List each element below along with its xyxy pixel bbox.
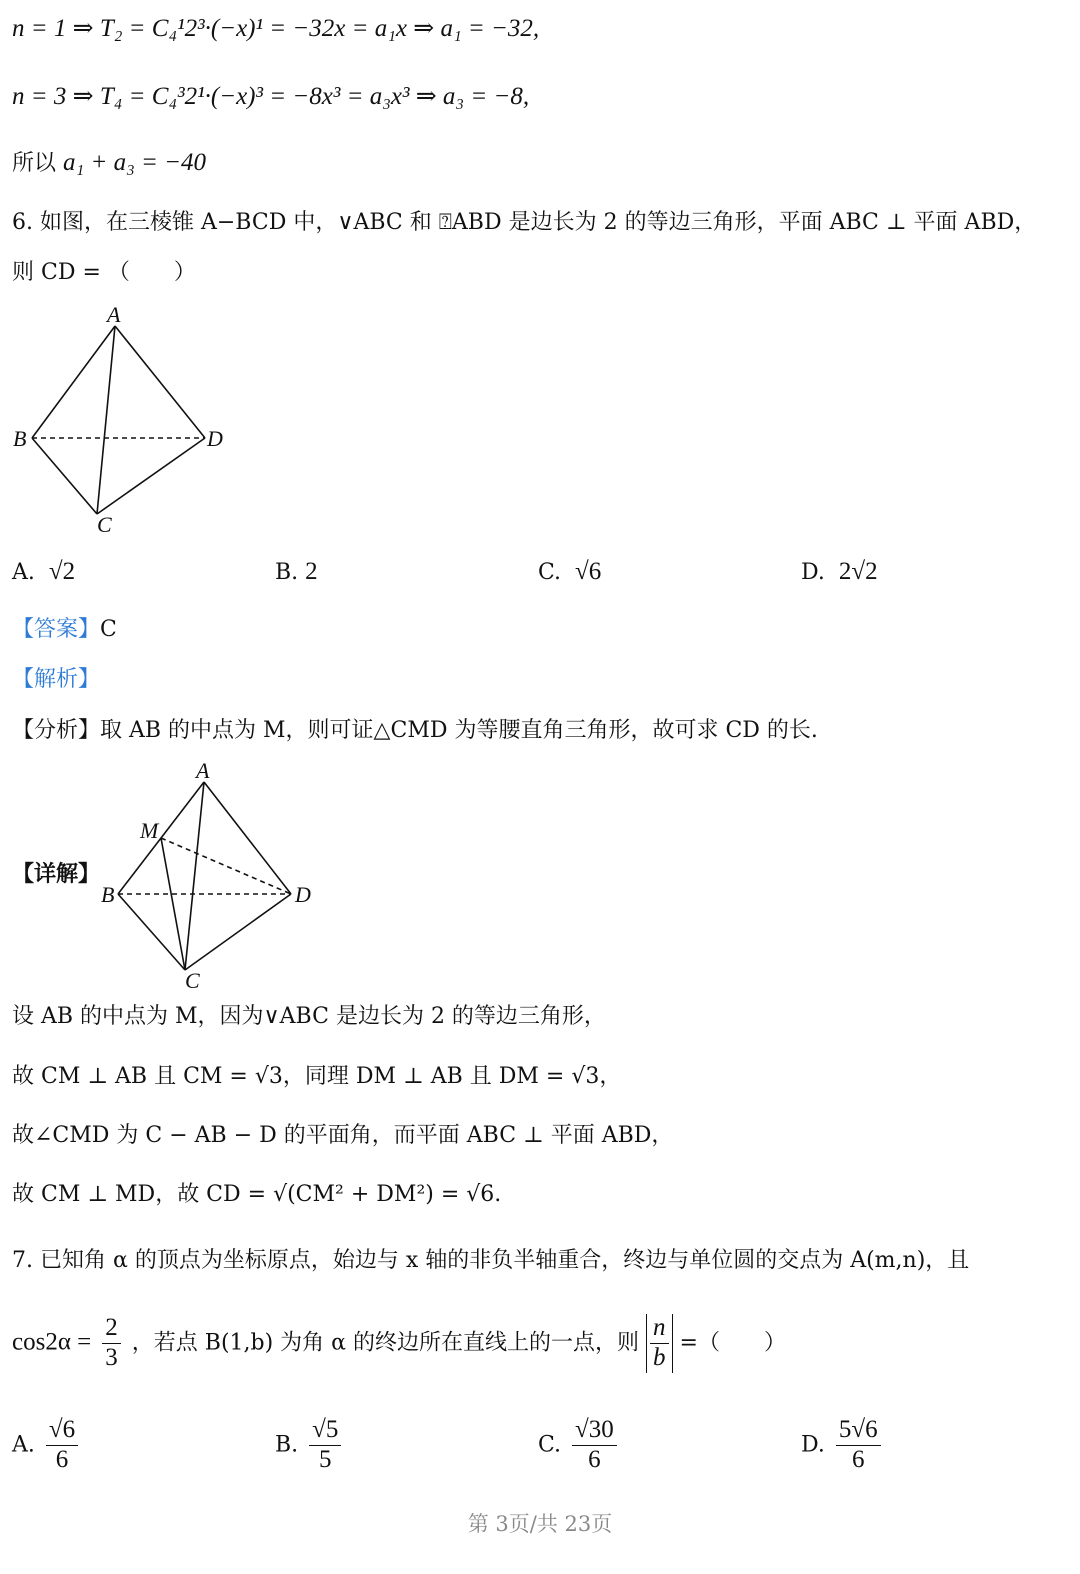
q6-option-b: B. 2 [275,558,318,585]
detail-line-2: 故 CM ⊥ AB 且 CM = √3，同理 DM ⊥ AB 且 DM = √3， [12,1064,622,1089]
edge-bc [118,894,185,970]
edge-dc [97,438,205,514]
question-6-stem: 6. 如图，在三棱锥 A−BCD 中，∨ABC 和 ⍰ABD 是边长为 2 的等边三角形，平面 ABC ⊥ 平面 ABD， [12,210,1037,235]
q7-option-b: B. $\frac{√5}{5}$ [275,1416,345,1475]
edge-ac [97,326,115,514]
question-6-ask: 则 CD = （ ） [12,260,196,285]
q6-option-c: C. √6 [538,558,602,585]
q6-option-a: A. √2 [12,558,76,585]
tetrahedron-figure [0,300,240,540]
q6-option-d: D. 2√2 [801,558,878,585]
label-a: A [196,758,210,783]
answer-row [12,617,117,643]
label-b: B [101,882,115,907]
sum-result: a₁ + a₃ = −40 [63,149,207,176]
question-7-condition: cos2α = $\frac{2}{3}$ ，若点 B(1,b) 为角 α 的终边所在直线上的一点，则 $\frac{n}{b}$ =（ ） [12,1314,786,1371]
label-d: D [295,882,311,907]
detail-line-4: 故 CM ⊥ MD，故 CD = √(CM² + DM²) = √6. [12,1182,502,1207]
answer-value: C [100,617,117,642]
analysis-row [12,667,100,693]
label-b: B [13,426,27,451]
edge-ad [115,326,205,438]
edge-ad [204,782,291,894]
edge-ab [32,326,115,438]
label-c: C [97,512,112,537]
tetrahedron-midpoint-figure [96,756,336,996]
edge-ac [185,782,204,970]
label-d: D [207,426,223,451]
label-a: A [107,302,121,327]
fraction-two-thirds: $\frac{2}{3}$ [102,1314,121,1373]
label-c: C [185,968,200,993]
answer-tag: 【答案】 [12,617,101,642]
abs-n-over-b: $\frac{n}{b}$ [646,1314,673,1373]
q7-option-d: D. $\frac{5√6}{6}$ [801,1416,885,1475]
page-footer: 第 3页/共 23页 [467,1512,613,1536]
so-prefix: 所以 [12,151,57,176]
edge-mc [161,838,185,970]
edge-bc [32,438,97,514]
xiangjie-tag: 【详解】 [12,862,101,887]
q7-option-a: A. $\frac{√6}{6}$ [12,1416,82,1475]
q7-option-c: C. $\frac{√30}{6}$ [538,1416,621,1475]
question-7-stem: 7. 已知角 α 的顶点为坐标原点，始边与 x 轴的非负半轴重合，终边与单位圆的交点为 A(m,n)，且 [12,1248,970,1273]
edge-md-hidden [161,838,291,894]
label-m: M [140,818,159,843]
analysis-tag: 【解析】 [12,667,101,692]
equation-line-2: n = 3 ⇒ T₄ = C₄³2¹·(−x)³ = −8x³ = a₃x³ ⇒ a₃ = −8, [12,83,530,110]
detail-line-3: 故∠CMD 为 C − AB − D 的平面角，而平面 ABC ⊥ 平面 ABD， [12,1123,674,1148]
equation-line-3 [12,148,206,178]
fenxi-text: 【分析】取 AB 的中点为 M，则可证△CMD 为等腰直角三角形，故可求 CD 的长. [12,718,818,743]
edge-dc [185,894,291,970]
equation-line-1: n = 1 ⇒ T₂ = C₄¹2³·(−x)¹ = −32x = a₁x ⇒ a₁ = −32, [12,15,540,42]
detail-line-1: 设 AB 的中点为 M，因为∨ABC 是边长为 2 的等边三角形， [12,1004,606,1029]
